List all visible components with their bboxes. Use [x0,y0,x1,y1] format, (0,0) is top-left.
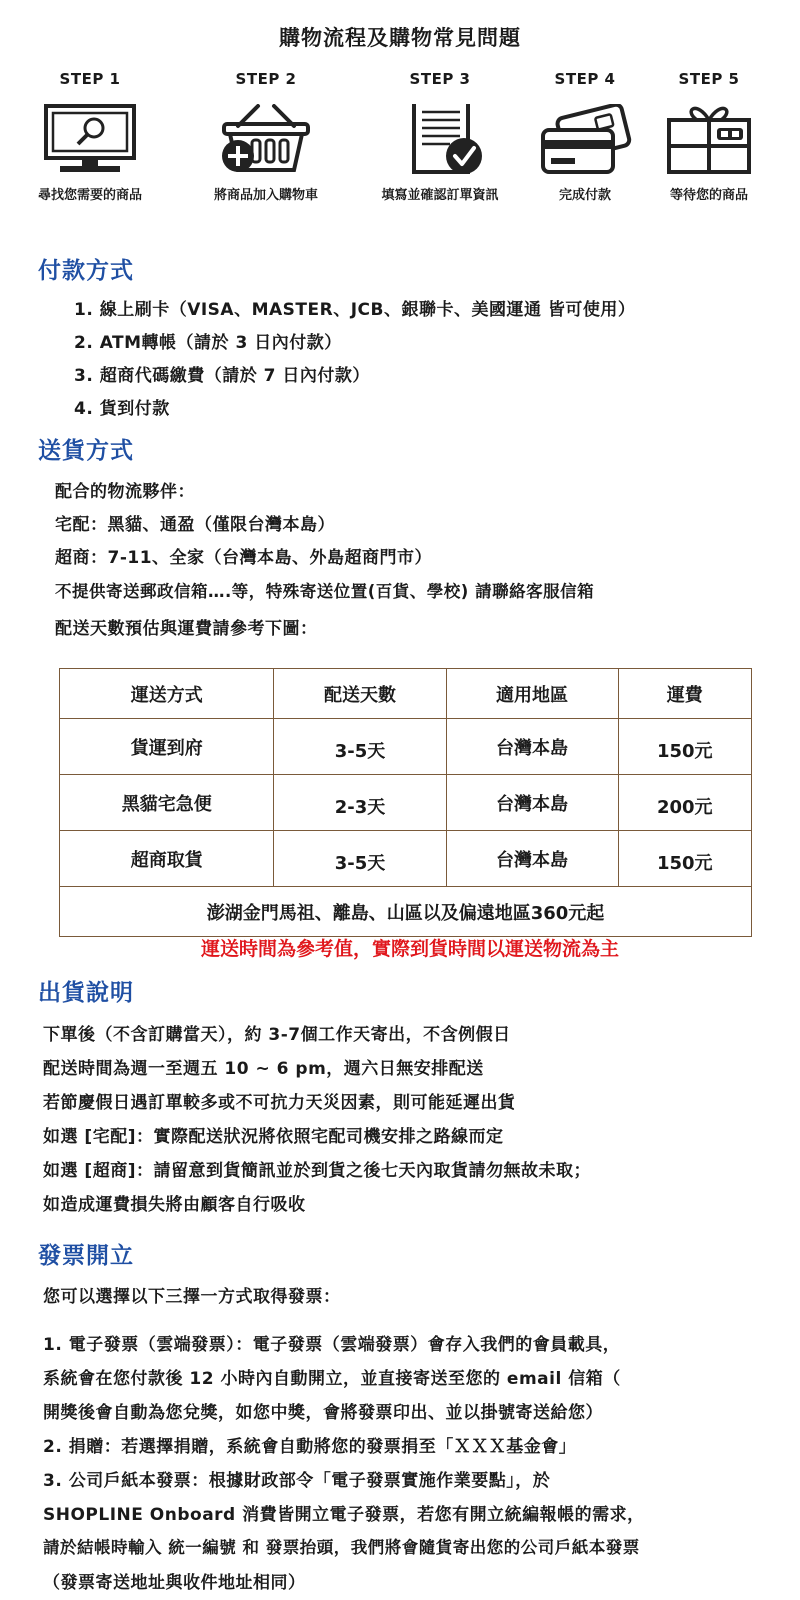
invoice-line: SHOPLINE Onboard 消費皆開立電子發票，若您有開立統編報帳的需求， [43,1505,645,1525]
payment-item: 4. 貨到付款 [74,399,170,419]
invoice-intro: 您可以選擇以下三擇一方式取得發票： [43,1287,341,1307]
dispatch-line: 如選 [宅配]：實際配送狀況將依照宅配司機安排之路線而定 [43,1127,504,1147]
order-form-check-icon [392,104,488,176]
steps-row [0,70,800,230]
table-cell: 150元 [618,831,751,887]
step-1 [5,70,175,203]
invoice-line: 2. 捐贈：若選擇捐贈，系統會自動將您的發票捐至「ＸＸＸ基金會」 [43,1437,577,1457]
step-caption: 填寫並確認訂單資訊 [381,188,499,203]
shipping-rate-table [59,668,752,937]
shopping-basket-add-icon [218,104,314,176]
step-label: STEP 5 [678,70,740,88]
monitor-search-icon [42,104,138,176]
shipping-line: 宅配：黑貓、通盈（僅限台灣本島） [55,515,335,535]
shipping-line: 不提供寄送郵政信箱….等，特殊寄送位置(百貨、學校) 請聯絡客服信箱 [55,582,595,601]
payment-item: 2. ATM轉帳（請於 3 日內付款） [74,333,342,353]
table-cell: 200元 [618,775,751,831]
gift-box-icon [661,104,757,176]
step-caption: 完成付款 [558,188,611,203]
dispatch-line: 如選 [超商]：請留意到貨簡訊並於到貨之後七天內取貨請勿無故未取； [43,1161,591,1181]
step-2 [181,70,351,203]
table-cell: 3-5天 [274,831,446,887]
table-header: 運送方式 [60,669,274,719]
table-row [60,775,752,831]
table-cell: 台灣本島 [446,719,618,775]
table-header: 配送天數 [274,669,446,719]
shipping-line: 超商：7-11、全家（台灣本島、外島超商門市） [55,548,433,568]
payment-heading: 付款方式 [38,258,134,284]
table-cell: 貨運到府 [60,719,274,775]
table-header-row [60,669,752,719]
credit-cards-icon [537,104,633,176]
step-caption: 將商品加入購物車 [213,188,318,203]
table-cell: 3-5天 [274,719,446,775]
invoice-line: 1. 電子發票（雲端發票）：電子發票（雲端發票）會存入我們的會員載具， [43,1335,621,1355]
table-cell: 超商取貨 [60,831,274,887]
payment-item: 1. 線上刷卡（VISA、MASTER、JCB、銀聯卡、美國運通 皆可使用） [74,300,636,320]
shipping-note: 運送時間為參考值，實際到貨時間以運送物流為主 [200,938,619,960]
table-cell: 2-3天 [274,775,446,831]
invoice-line: （發票寄送地址與收件地址相同） [43,1573,306,1593]
step-label: STEP 2 [235,70,297,88]
invoice-line: 系統會在您付款後 12 小時內自動開立，並直接寄送至您的 email 信箱（ [43,1369,621,1389]
step-label: STEP 3 [409,70,471,88]
table-cell: 黑貓宅急便 [60,775,274,831]
invoice-line: 請於結帳時輸入 統一編號 和 發票抬頭，我們將會隨貨寄出您的公司戶紙本發票 [43,1538,640,1557]
table-row [60,831,752,887]
step-label: STEP 1 [59,70,121,88]
step-caption: 等待您的商品 [669,188,748,203]
step-label: STEP 4 [554,70,616,88]
dispatch-line: 配送時間為週一至週五 10 ~ 6 pm，週六日無安排配送 [43,1059,484,1079]
payment-item: 3. 超商代碼繳費（請於 7 日內付款） [74,366,370,386]
dispatch-heading: 出貨說明 [38,980,134,1006]
step-5 [624,70,794,203]
table-cell: 台灣本島 [446,775,618,831]
table-row [60,719,752,775]
table-header: 適用地區 [446,669,618,719]
shipping-line: 配合的物流夥伴： [55,482,195,502]
invoice-line: 開獎後會自動為您兌獎，如您中獎，會將發票印出、並以掛號寄送給您） [43,1403,603,1423]
table-cell: 150元 [618,719,751,775]
table-footer-cell: 澎湖金門馬祖、離島、山區以及偏遠地區360元起 [60,887,752,937]
dispatch-line: 下單後（不含訂購當天），約 3-7個工作天寄出，不含例假日 [43,1025,511,1045]
shipping-heading: 送貨方式 [38,438,134,464]
dispatch-line: 若節慶假日遇訂單較多或不可抗力天災因素，則可能延遲出貨 [43,1093,516,1113]
dispatch-line: 如造成運費損失將由顧客自行吸收 [43,1195,306,1215]
shipping-line: 配送天數預估與運費請參考下圖： [55,619,318,639]
table-cell: 台灣本島 [446,831,618,887]
invoice-heading: 發票開立 [38,1243,134,1269]
table-header: 運費 [618,669,751,719]
table-footer-row [60,887,752,937]
page-title: 購物流程及購物常見問題 [279,26,521,50]
step-caption: 尋找您需要的商品 [37,188,142,203]
invoice-line: 3. 公司戶紙本發票：根據財政部令「電子發票實施作業要點」，於 [43,1471,551,1491]
